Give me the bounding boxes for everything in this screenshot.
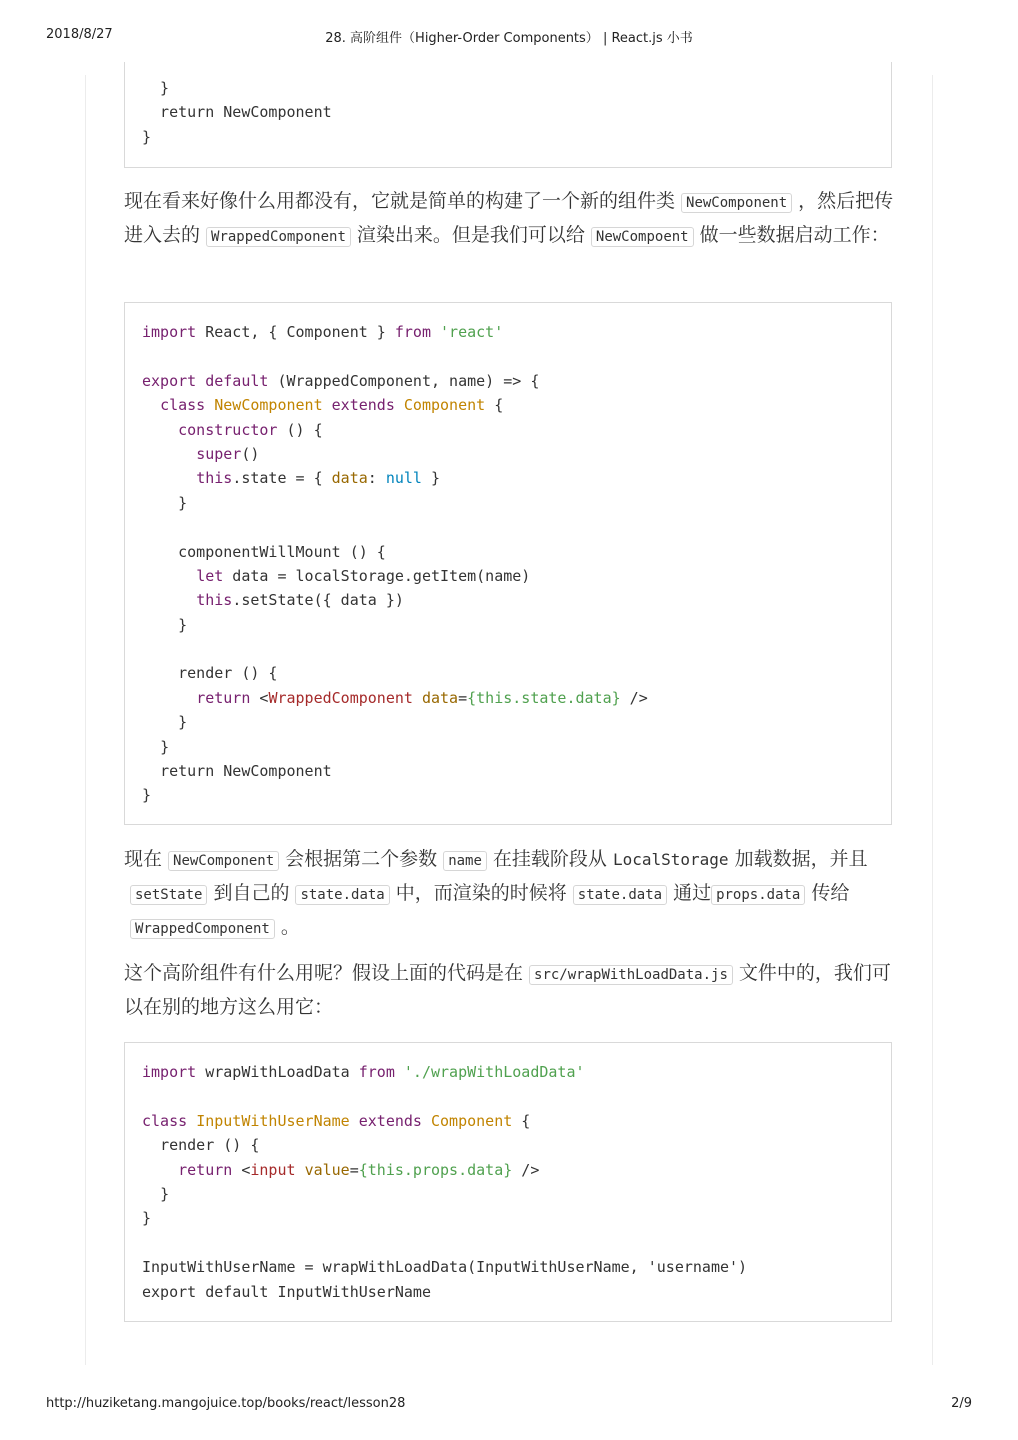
code-line: class InputWithUserName extends Component { — [142, 1111, 531, 1130]
code-line: } — [160, 737, 170, 756]
code-line: InputWithUserName = wrapWithLoadData(InputWithUserName, 'username') — [142, 1258, 748, 1277]
print-date: 2018/8/27 — [46, 27, 113, 42]
page-number: 2/9 — [951, 1396, 972, 1411]
code-line-blank — [125, 515, 891, 539]
paragraph-text: 加载数据，并且 — [734, 848, 868, 870]
code-line: } — [142, 79, 170, 97]
code-line-blank — [125, 1231, 891, 1255]
inline-code: state.data — [295, 885, 389, 905]
code-line: import wrapWithLoadData from './wrapWithLoadData' — [142, 1063, 585, 1081]
inline-code: props.data — [711, 885, 805, 905]
page-url: http://huziketang.mangojuice.top/books/react/lesson28 — [46, 1396, 406, 1411]
code-line: } — [142, 1209, 152, 1228]
inline-code: src/wrapWithLoadData.js — [529, 965, 733, 985]
code-line: return NewComponent — [142, 103, 332, 122]
paragraph-3 — [124, 957, 896, 1023]
inline-code: NewComponent — [168, 851, 279, 871]
inline-code: setState — [130, 885, 207, 905]
code-line: return NewComponent — [160, 762, 332, 781]
code-line: class NewComponent extends Component { — [160, 396, 504, 415]
inline-code: state.data — [573, 885, 667, 905]
paragraph-text: 现在 — [124, 848, 163, 870]
code-line: export default (WrappedComponent, name) => { — [142, 371, 540, 390]
inline-code: NewComponent — [681, 193, 792, 213]
code-line: export default InputWithUserName — [142, 1282, 431, 1301]
code-line: } — [142, 127, 152, 146]
code-line-blank — [125, 637, 891, 661]
code-block-continued — [124, 62, 892, 168]
code-line: } — [160, 1184, 170, 1203]
code-line: } — [178, 493, 188, 512]
paragraph-text: 中，而渲染的时候将 — [395, 882, 567, 904]
paragraph-text: 现在看来好像什么用都没有，它就是简单的构建了一个新的组件类 — [124, 190, 676, 212]
code-line: let data = localStorage.getItem(name) — [196, 566, 531, 585]
inline-code: WrappedComponent — [206, 227, 351, 247]
code-line-blank — [125, 1084, 891, 1108]
code-line: return <input value={this.props.data} /> — [178, 1160, 540, 1179]
code-block-hoc-load-data — [124, 302, 892, 825]
code-line: componentWillMount () { — [178, 542, 386, 561]
paragraph-text: 通过 — [673, 882, 712, 904]
code-line: return <WrappedComponent data={this.state.data} /> — [196, 688, 648, 707]
code-line: import React, { Component } from 'react' — [142, 323, 504, 341]
paragraph-text: 传给 — [811, 882, 850, 904]
code-line: render () { — [160, 1136, 260, 1155]
code-line: constructor () { — [178, 420, 323, 439]
inline-code: NewCompoent — [591, 227, 694, 247]
code-line: this.setState({ data }) — [196, 591, 404, 610]
paragraph-text: 这个高阶组件有什么用呢？假设上面的代码是在 — [124, 962, 524, 984]
paragraph-text: 渲染出来。但是我们可以给 — [356, 224, 585, 246]
inline-mono: LocalStorage — [612, 850, 729, 869]
code-line: } — [178, 713, 188, 732]
content-border-left — [85, 75, 86, 1365]
code-line: render () { — [178, 664, 278, 683]
page-title: 28. 高阶组件（Higher-Order Components） | React.js 小书 — [325, 31, 693, 46]
inline-code: name — [443, 851, 487, 871]
paragraph-text: 文件中的，我们可以在别的地方这么用它： — [124, 962, 891, 1018]
code-line: this.state = { data: null } — [196, 469, 441, 488]
paragraph-text: 做一些数据启动工作： — [699, 224, 890, 246]
paragraph-1 — [124, 185, 896, 253]
code-line: } — [142, 786, 152, 805]
code-line: } — [178, 615, 188, 634]
paragraph-text: 在挂载阶段从 — [492, 848, 607, 870]
paragraph-2 — [124, 843, 896, 945]
paragraph-text: 会根据第二个参数 — [285, 848, 438, 870]
code-block-usage — [124, 1042, 892, 1322]
content-border-right — [932, 75, 933, 1365]
paragraph-text: ，然后把传进入去的 — [124, 190, 894, 246]
paragraph-text: 。 — [280, 916, 300, 938]
inline-code: WrappedComponent — [130, 919, 275, 939]
code-line: super() — [196, 444, 260, 463]
code-line-blank — [125, 344, 891, 368]
paragraph-text: 到自己的 — [213, 882, 290, 904]
